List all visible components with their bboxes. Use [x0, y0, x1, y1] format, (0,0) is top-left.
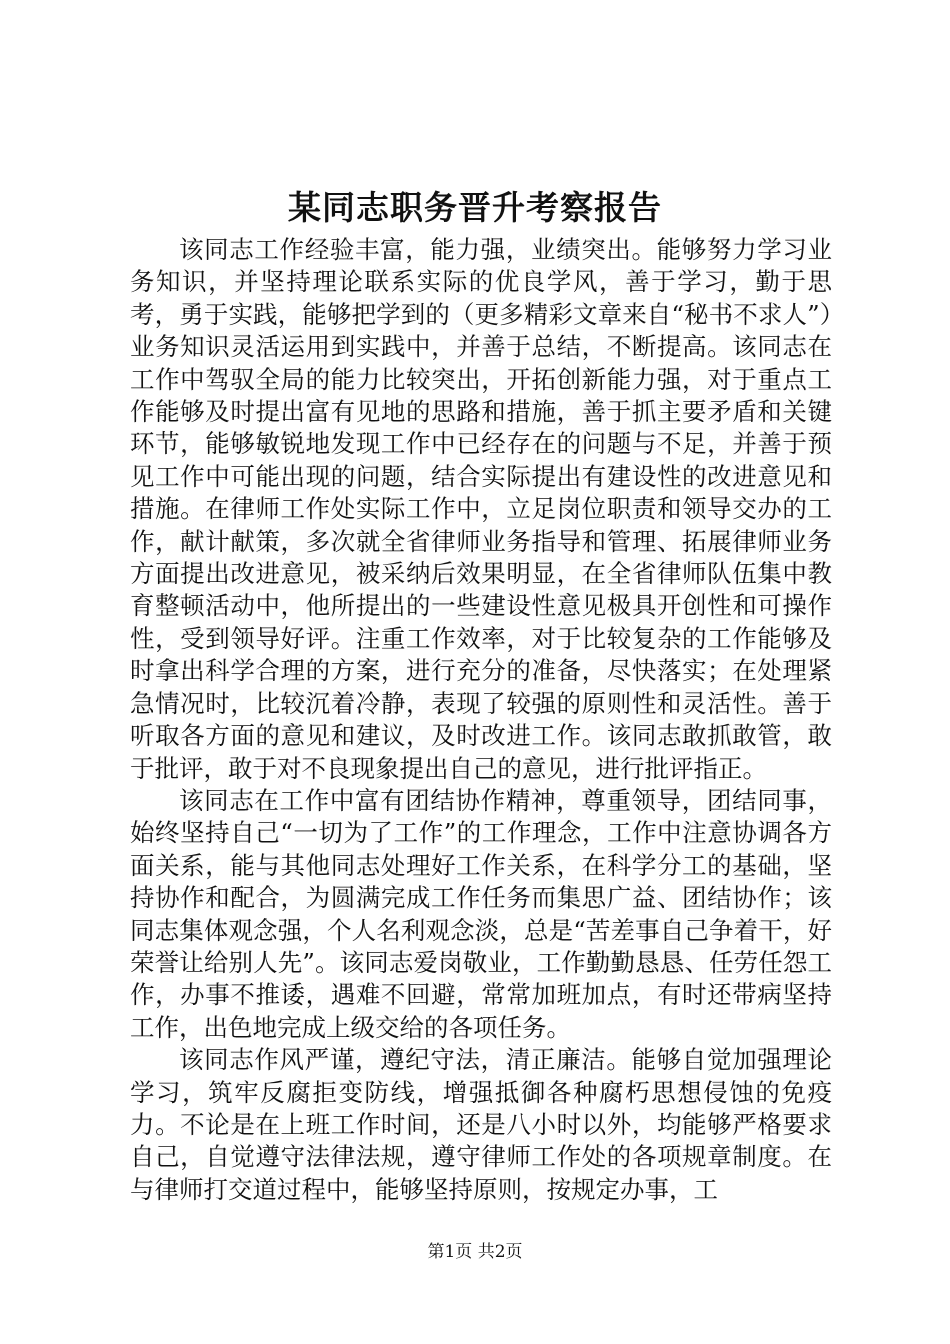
paragraph-3: 该同志作风严谨，遵纪守法，清正廉洁。能够自觉加强理论学习，筑牢反腐拒变防线，增强抵御各种腐朽思想侵蚀的免疫力。不论是在上班工作时间，还是八小时以外，均能够严格要求自己，自觉遵守法律法规，遵守律师工作处的各项规章制度。在与律师打交道过程中，能够坚持原则，按规定办事，工	[130, 1045, 832, 1204]
document-title: 某同志职务晋升考察报告	[288, 188, 662, 227]
paragraph-2: 该同志在工作中富有团结协作精神，尊重领导，团结同事，始终坚持自己“一切为了工作”的工作理念，工作中注意协调各方面关系，能与其他同志处理好工作关系，在科学分工的基础，坚持协作和配合，为圆满完成工作任务而集思广益、团结协作；该同志集体观念强，个人名利观念淡，总是“苦差事自己争着干，好荣誉让给别人先”。该同志爱岗敬业，工作勤勤恳恳、任劳任怨工作，办事不推诿，遇难不回避，常常加班加点，有时还带病坚持工作，出色地完成上级交给的各项任务。	[130, 785, 832, 1042]
page-footer: 第1页 共2页	[427, 1242, 523, 1262]
document-body	[130, 234, 832, 1206]
paragraph-1: 该同志工作经验丰富，能力强，业绩突出。能够努力学习业务知识，并坚持理论联系实际的优良学风，善于学习，勤于思考，勇于实践，能够把学到的（更多精彩文章来自“秘书不求人”）业务知识灵活运用到实践中，并善于总结，不断提高。该同志在工作中驾驭全局的能力比较突出，开拓创新能力强，对于重点工作能够及时提出富有见地的思路和措施，善于抓主要矛盾和关键环节，能够敏锐地发现工作中已经存在的问题与不足，并善于预见工作中可能出现的问题，结合实际提出有建设性的改进意见和措施。在律师工作处实际工作中，立足岗位职责和领导交办的工作，献计献策，多次就全省律师业务指导和管理、拓展律师业务方面提出改进意见，被采纳后效果明显，在全省律师队伍集中教育整顿活动中，他所提出的一些建设性意见极具开创性和可操作性，受到领导好评。注重工作效率，对于比较复杂的工作能够及时拿出科学合理的方案，进行充分的准备，尽快落实；在处理紧急情况时，比较沉着冷静，表现了较强的原则性和灵活性。善于听取各方面的意见和建议，及时改进工作。该同志敢抓敢管，敢于批评，敢于对不良现象提出自己的意见，进行批评指正。	[130, 235, 832, 783]
